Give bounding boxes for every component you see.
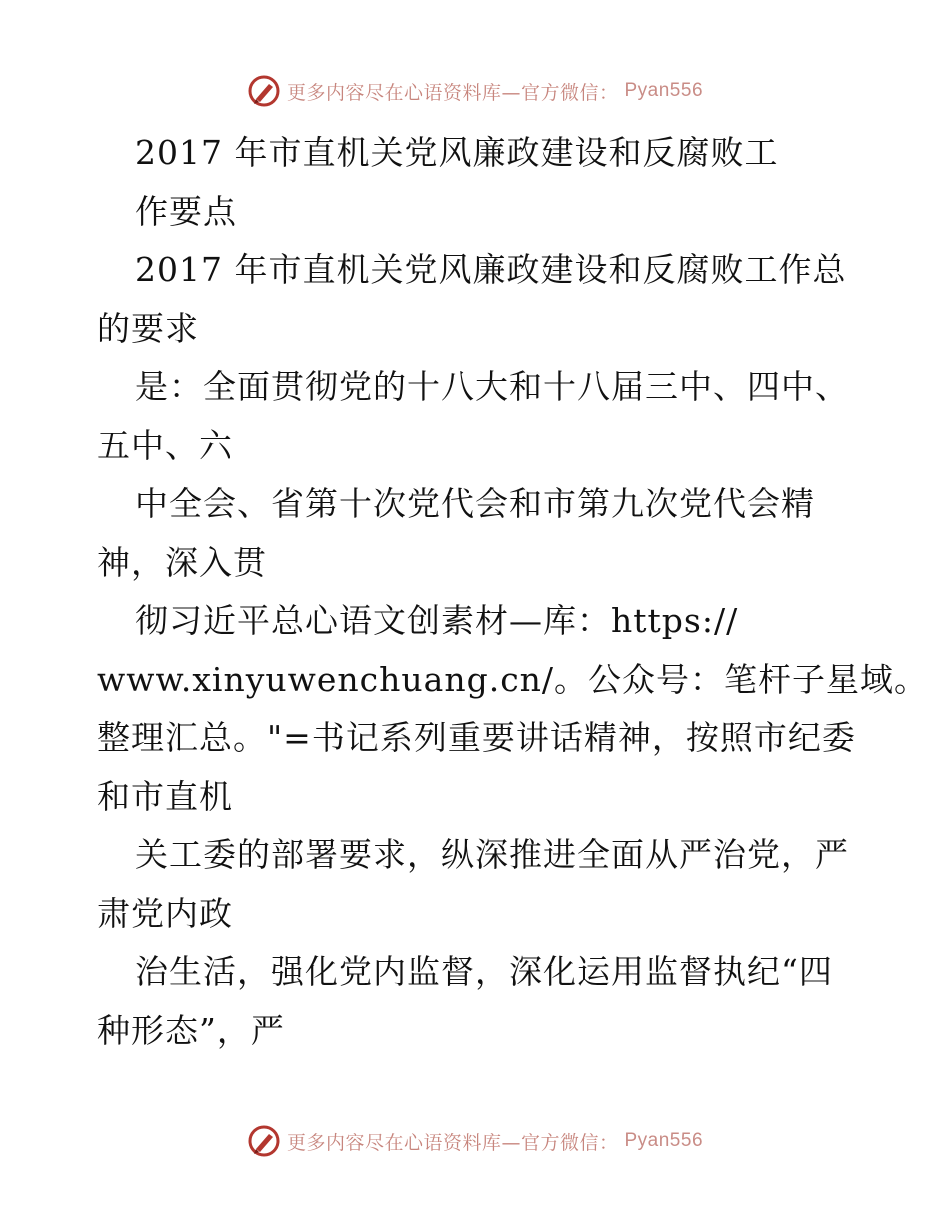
text-line: 是：全面贯彻党的十八大和十八届三中、四中、 (135, 367, 849, 406)
text-line: 作要点 (135, 191, 237, 231)
watermark-text: 更多内容尽在心语资料库—官方微信： (286, 81, 619, 104)
text-line: 治生活，强化党内监督，深化运用监督执纪“四 (135, 952, 833, 991)
text-line: 五中、六 (97, 425, 233, 465)
footer-watermark (0, 1124, 950, 1158)
text-line: 种形态”，严 (97, 1010, 285, 1050)
pen-logo-icon (247, 1124, 281, 1158)
text-line: 肃党内政 (97, 893, 233, 933)
text-line: 2017 年市直机关党风廉政建设和反腐败工作总 (135, 250, 847, 289)
text-line: 2017 年市直机关党风廉政建设和反腐败工 (135, 133, 779, 172)
header-watermark (0, 74, 950, 108)
text-line: 的要求 (97, 308, 199, 348)
text-line: 中全会、省第十次党代会和市第九次党代会精 (135, 484, 815, 523)
watermark-handle: Pyan556 (624, 80, 704, 101)
text-line: 神，深入贯 (97, 542, 267, 582)
watermark-text: 更多内容尽在心语资料库—官方微信： (286, 1131, 619, 1154)
text-line: www.xinyuwenchuang.cn/。公众号：笔杆子星域。 (97, 659, 929, 699)
pen-logo-icon (247, 74, 281, 108)
text-line: 和市直机 (97, 776, 233, 816)
text-line: 彻习近平总心语文创素材—库：https:// (135, 601, 739, 640)
document-body (97, 124, 929, 1060)
text-line: 关工委的部署要求，纵深推进全面从严治党，严 (135, 835, 849, 874)
watermark-handle: Pyan556 (624, 1130, 704, 1151)
text-line: 整理汇总。"=书记系列重要讲话精神，按照市纪委 (97, 718, 856, 757)
